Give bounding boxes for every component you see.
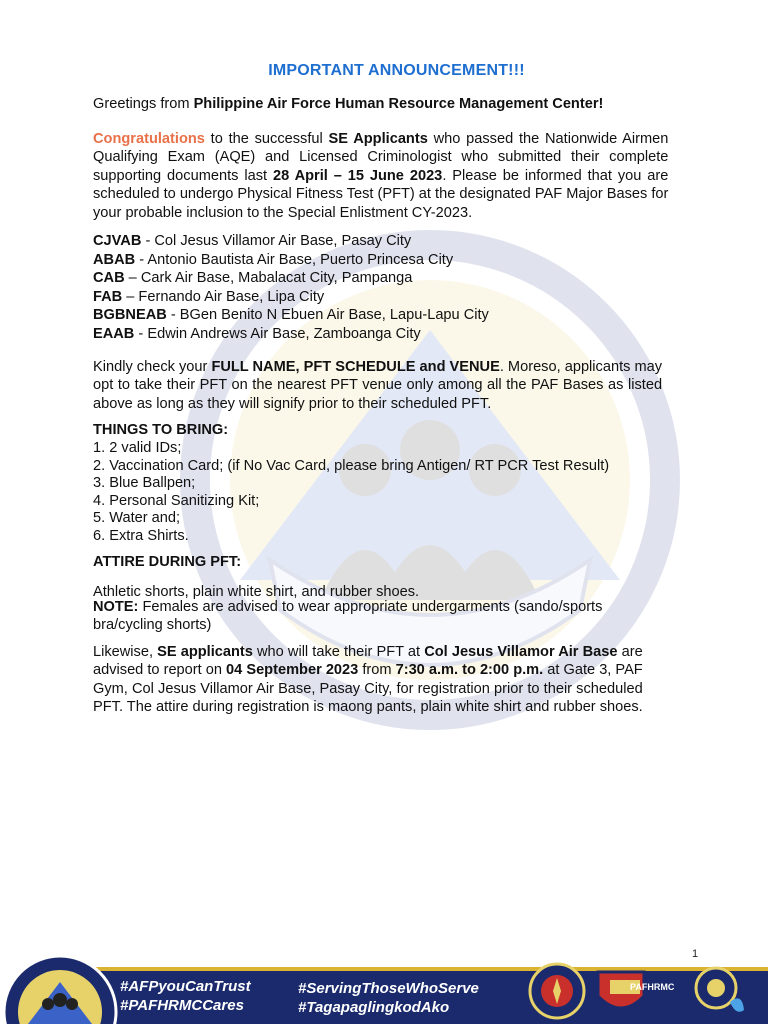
hrmc-seal-icon [0, 952, 120, 1024]
para3-bold: 04 September 2023 [226, 662, 359, 679]
para1-line3 [93, 167, 668, 185]
page-title: IMPORTANT ANNOUNCEMENT!!! [268, 62, 525, 79]
base-sep: – [122, 288, 139, 305]
bases-list [93, 232, 489, 344]
greeting [93, 95, 603, 113]
footer-band-accent [40, 967, 768, 971]
para3-line3: Gym, Col Jesus Villamor Air Base, Pasay City, for registration prior to their scheduled [93, 680, 643, 697]
attire-heading: ATTIRE DURING PFT: [93, 554, 242, 570]
list-item [93, 232, 489, 251]
para1-bold: SE Applicants [328, 131, 428, 147]
list-item [93, 269, 489, 288]
announcement-paragraph [93, 130, 668, 222]
attire-note [93, 598, 602, 635]
base-name: BGen Benito N Ebuen Air Base, Lapu-Lapu City [179, 307, 489, 324]
para1-line2: Qualifying Exam (AQE) and Licensed Criminologist who submitted their complete [93, 149, 669, 166]
hashtag-afp: #AFPyouCanTrust [120, 978, 251, 995]
list-item [93, 251, 489, 270]
check-paragraph [93, 358, 662, 413]
note-line1 [93, 598, 602, 616]
greeting-prefix: Greetings from [93, 96, 194, 112]
para3-bold: SE applicants [157, 644, 253, 660]
base-name: Cark Air Base, Mabalacat City, Pampanga [140, 270, 413, 287]
para2-bold: FULL NAME, PFT SCHEDULE and VENUE [211, 359, 500, 375]
list-item: 6. Extra Shirts. [93, 527, 189, 544]
list-item: 1. 2 valid IDs; [93, 440, 182, 456]
base-code: ABAB [93, 251, 136, 268]
para3-bold: 7:30 a.m. to 2:00 p.m. [395, 662, 544, 679]
things-to-bring-heading: THINGS TO BRING: [93, 422, 229, 438]
base-code: EAAB [93, 325, 135, 342]
list-item [93, 306, 489, 325]
list-item: 3. Blue Ballpen; [93, 475, 196, 492]
base-name: Col Jesus Villamor Air Base, Pasay City [154, 233, 412, 249]
para3-text: advised to report on [93, 662, 227, 679]
para1-line4: scheduled to undergo Physical Fitness Test (PFT) at the designated PAF Major Bases for [93, 186, 669, 203]
base-sep: - [135, 251, 148, 268]
para1-line1 [93, 130, 668, 148]
para2-line1 [93, 358, 662, 376]
base-sep: - [141, 233, 155, 249]
para1-text: . Please be informed that you are [442, 167, 669, 184]
para2-text: . Moreso, applicants may [499, 359, 663, 375]
hashtag-pafhrmc: #PAFHRMCCares [120, 997, 244, 1014]
base-sep: – [124, 270, 141, 287]
base-code: CAB [93, 270, 125, 287]
congratulations-text: Congratulations [93, 131, 205, 147]
para2-text: Kindly check your [93, 359, 212, 375]
base-name: Antonio Bautista Air Base, Puerto Princesa City [147, 251, 454, 268]
list-item [93, 325, 489, 344]
para1-text: who passed the Nationwide Airmen [427, 131, 669, 147]
greeting-org: Philippine Air Force Human Resource Management Center! [193, 96, 604, 112]
things-to-bring-list [93, 439, 609, 545]
para1-text: to the successful [204, 131, 329, 147]
para1-dates: 28 April – 15 June 2023 [272, 167, 443, 184]
attire-text: Athletic shorts, plain white shirt, and rubber shoes. [93, 584, 420, 600]
base-sep: - [134, 325, 148, 342]
registration-paragraph [93, 643, 643, 717]
para3-line4: PFT. The attire during registration is maong pants, plain white shirt and rubber shoes. [93, 699, 643, 716]
base-sep: - [166, 307, 180, 324]
para3-text: are [617, 644, 643, 660]
para3-text: at Gate 3, PAF [543, 662, 643, 679]
pafhrmc-cares-logo-icon [690, 962, 748, 1020]
base-name: Fernando Air Base, Lipa City [138, 288, 325, 305]
note-text: Females are advised to wear appropriate undergarments (sando/sports [138, 599, 603, 615]
hashtag-serving: #ServingThoseWhoServe [298, 980, 479, 997]
note-line2: bra/cycling shorts) [93, 617, 212, 634]
note-label: NOTE: [93, 599, 139, 615]
para3-text: from [358, 662, 396, 679]
hashtag-tagapaglingkod: #TagapaglingkodAko [298, 999, 450, 1016]
para3-text: Likewise, [93, 644, 158, 660]
list-item: 5. Water and; [93, 510, 181, 527]
base-name: Edwin Andrews Air Base, Zamboanga City [147, 325, 421, 342]
list-item [93, 288, 489, 307]
list-item: 2. Vaccination Card; (if No Vac Card, please bring Antigen/ RT PCR Test Result) [93, 457, 610, 474]
para3-line2 [93, 661, 643, 679]
page-number: 1 [692, 948, 699, 960]
para1-text: supporting documents last [93, 167, 273, 184]
list-item: 4. Personal Sanitizing Kit; [93, 492, 260, 509]
para2-line2: opt to take their PFT on the nearest PFT venue only among all the PAF Bases as listed [93, 377, 663, 394]
base-code: CJVAB [93, 233, 142, 249]
para2-line3: above as long as they will signify prior to their scheduled PFT. [93, 395, 492, 412]
para3-bold: Col Jesus Villamor Air Base [424, 644, 618, 660]
para1-line5: your probable inclusion to the Special Enlistment CY-2023. [93, 204, 473, 221]
footer-banner [0, 952, 768, 1024]
base-code: FAB [93, 288, 123, 305]
base-code: BGBNEAB [93, 307, 167, 324]
para3-line1 [93, 643, 643, 661]
pafhrmc-logo-text: PAFHRMC [630, 982, 675, 992]
pilipinas-seal-icon [528, 962, 586, 1020]
para3-text: who will take their PFT at [252, 644, 425, 660]
